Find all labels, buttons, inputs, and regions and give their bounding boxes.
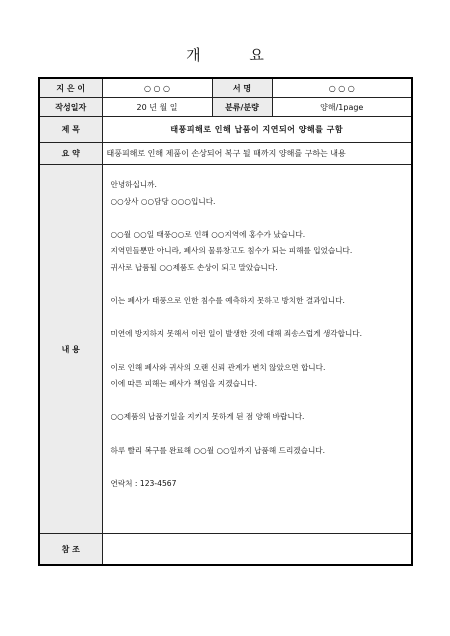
date-label: 작성일자 (39, 98, 102, 117)
content-line: 하루 빨리 복구를 완료해 ○○월 ○○일까지 납품해 드리겠습니다. (110, 445, 326, 455)
content-line: 귀사로 납품될 ○○제품도 손상이 되고 말았습니다. (110, 262, 278, 272)
content-line (111, 310, 404, 327)
document-title: 개 요 (186, 46, 286, 64)
content-line: 이에 따른 피해는 폐사가 책임을 지겠습니다. (110, 379, 258, 389)
subject-value[interactable]: 태풍피해로 인해 납품이 지연되어 양해를 구함 (102, 117, 412, 143)
content-line (111, 210, 404, 227)
content-line (111, 459, 404, 476)
content-line (111, 426, 404, 443)
content-line: 이로 인해 폐사와 귀사의 오랜 신뢰 관계가 변치 않았으면 합니다. (110, 362, 326, 372)
content-line (111, 393, 404, 410)
content-cell[interactable] (102, 165, 412, 534)
signature-value[interactable]: ○ ○ ○ (272, 78, 412, 98)
content-line: 이는 폐사가 태풍으로 인한 침수를 예측하지 못하고 방치한 결과입니다. (110, 296, 345, 306)
content-line: 연락처 : 123-4567 (110, 478, 177, 488)
content-line: 미연에 방지하지 못해서 이런 일이 발생한 것에 대해 죄송스럽게 생각합니다. (110, 329, 363, 339)
content-line: 지역민들뿐만 아니라, 폐사의 물류창고도 침수가 되는 피해를 입었습니다. (110, 246, 353, 256)
sender-label: 지 은 이 (39, 78, 102, 98)
content-line: ○○제품의 납품기일을 지키지 못하게 된 점 양해 바랍니다. (110, 412, 305, 422)
summary-value[interactable]: 태풍피해로 인해 제품이 손상되어 복구 될 때까지 양해를 구하는 내용 (102, 143, 412, 165)
reference-label: 참 조 (39, 534, 102, 566)
signature-label: 서 명 (212, 78, 272, 98)
summary-label: 요 약 (39, 143, 102, 165)
date-value[interactable]: 20 년 월 일 (102, 98, 212, 117)
content-body (107, 165, 408, 504)
subject-label: 제 목 (39, 117, 102, 143)
content-line: 안녕하십니까. (110, 180, 157, 189)
summary-form-table (38, 77, 413, 566)
content-line: ○○월 ○○일 태풍○○로 인해 ○○지역에 홍수가 났습니다. (110, 229, 306, 239)
sender-value[interactable]: ○ ○ ○ (102, 78, 212, 98)
content-line: ○○상사 ○○담당 ○○○입니다. (110, 196, 216, 206)
reference-value[interactable] (102, 534, 412, 566)
content-label: 내 용 (39, 165, 102, 534)
category-label: 분류/분량 (212, 98, 272, 117)
category-value[interactable]: 양해/1page (272, 98, 412, 117)
content-line (111, 343, 404, 360)
content-line (111, 277, 404, 294)
